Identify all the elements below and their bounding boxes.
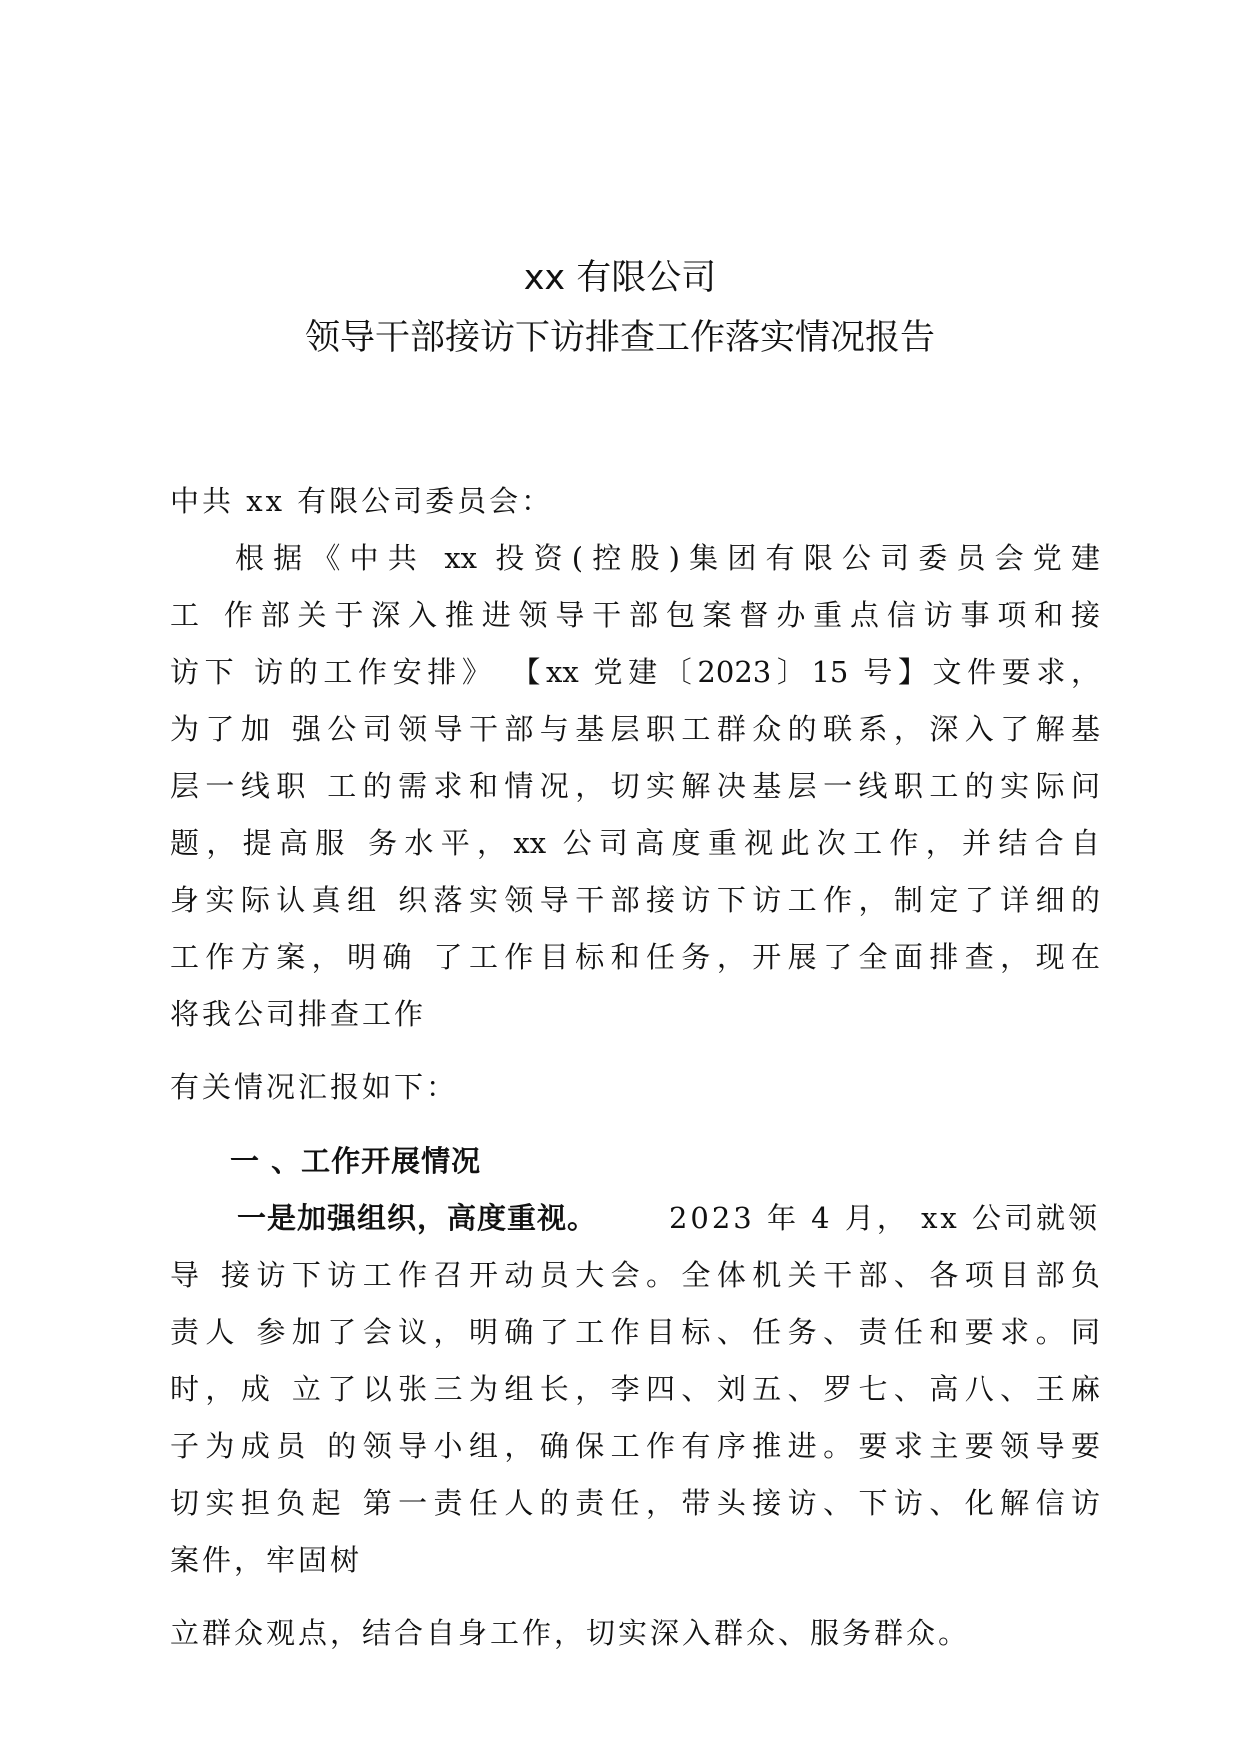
- title-report: 领导干部接访下访排查工作落实情况报告: [304, 318, 935, 358]
- para1-first-rest: 2023 年 4 月， xx 公司就领: [668, 1201, 1100, 1235]
- para1-line: 责人 参加了会议，明确了工作目标、任务、责任和要求。同: [170, 1315, 1100, 1349]
- intro-line: 访下 访的工作安排》 【xx 党建〔2023〕15 号】文件要求，: [170, 655, 1100, 689]
- section-heading: 一 、工作开展情况: [230, 1144, 482, 1178]
- intro-line: 身实际认真组 织落实领导干部接访下访工作，制定了详细的: [170, 883, 1100, 917]
- para1-line: 导 接访下访工作召开动员大会。全体机关干部、各项目部负: [170, 1258, 1100, 1292]
- para1-line: 案件，牢固树: [170, 1543, 363, 1577]
- para1-lead: 一是加强组织，高度重视。: [237, 1201, 598, 1235]
- salutation: 中共 xx 有限公司委员会：: [170, 484, 554, 518]
- intro-line: 为了加 强公司领导干部与基层职工群众的联系，深入了解基: [170, 712, 1100, 746]
- title-company: xx 有限公司: [523, 258, 717, 298]
- intro-tail: 有关情况汇报如下：: [170, 1070, 459, 1104]
- intro-line: 层一线职 工的需求和情况，切实解决基层一线职工的实际问: [170, 769, 1100, 803]
- para1-tail: 立群众观点，结合自身工作，切实深入群众、服务群众。: [170, 1616, 971, 1650]
- intro-line: 题，提高服 务水平，xx 公司高度重视此次工作，并结合自: [170, 826, 1100, 860]
- intro-line: 将我公司排查工作: [170, 997, 427, 1031]
- para1-line: 时，成 立了以张三为组长，李四、刘五、罗七、高八、王麻: [170, 1372, 1100, 1406]
- intro-line: 工作方案，明确 了工作目标和任务，开展了全面排查，现在: [170, 940, 1100, 974]
- intro-line: 工 作部关于深入推进领导干部包案督办重点信访事项和接: [170, 598, 1100, 632]
- intro-line: 根据《中共 xx 投资(控股)集团有限公司委员会党建: [235, 541, 1100, 575]
- para1-line: 切实担负起 第一责任人的责任，带头接访、下访、化解信访: [170, 1486, 1100, 1520]
- para1-first-line: [237, 1201, 1100, 1235]
- para1-line: 子为成员 的领导小组，确保工作有序推进。要求主要领导要: [170, 1429, 1100, 1463]
